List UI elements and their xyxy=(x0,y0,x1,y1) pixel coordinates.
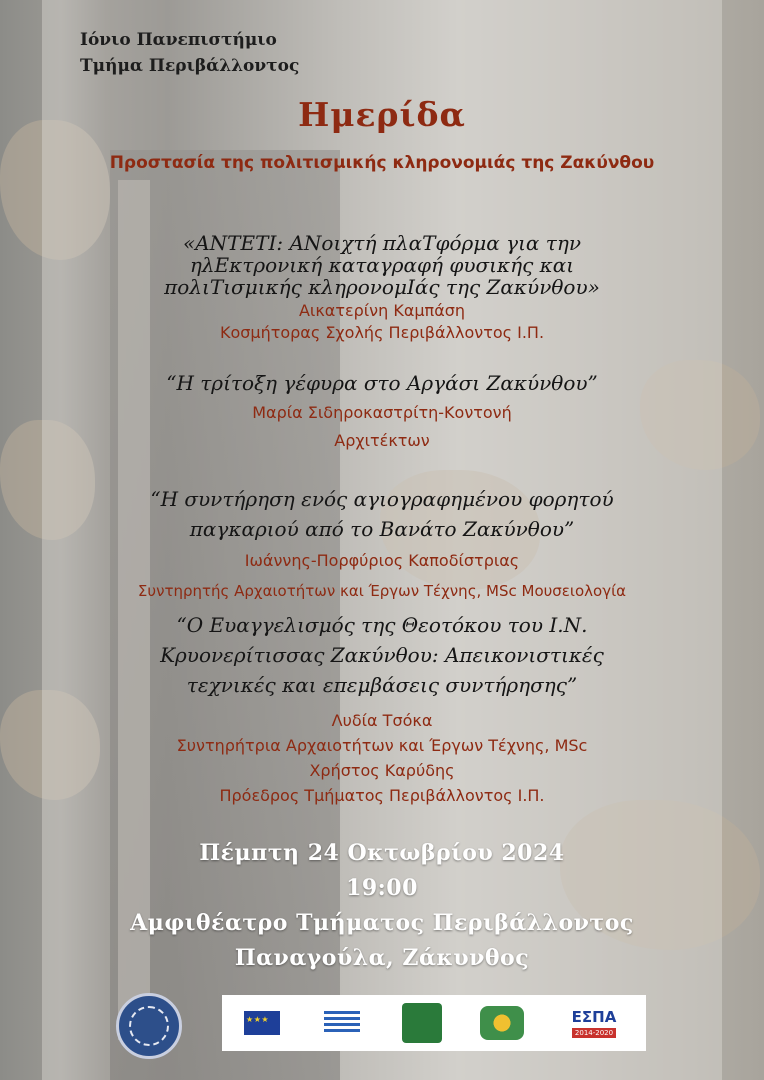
event-venue: Αμφιθέατρο Τμήματος Περιβάλλοντος xyxy=(130,910,634,936)
talk-4-title xyxy=(0,610,764,700)
greek-flag-icon xyxy=(314,1001,370,1045)
leader-graphic xyxy=(402,1003,442,1043)
leader-icon xyxy=(394,1001,450,1045)
talk-1-speaker xyxy=(0,300,764,344)
speaker-name: Ιωάννης-Πορφύριος Καποδίστριας xyxy=(244,551,520,570)
eu-flag-graphic xyxy=(244,1011,280,1035)
speaker-name: Λυδία Τσόκα xyxy=(331,711,433,730)
talk-title-line: ηλΕκτρονική καταγραφή φυσικής και xyxy=(189,253,575,277)
eu-flag-icon xyxy=(234,1001,290,1045)
talk-2-speaker xyxy=(0,402,764,452)
event-time: 19:00 xyxy=(346,875,418,901)
department-name: Τμήμα Περιβάλλοντος xyxy=(80,56,300,76)
talk-title-line: «ΑΝΤΕΤΙ: ΑΝοιχτή πλαΤφόρμα για την xyxy=(183,231,581,255)
rural-development-program-icon xyxy=(474,1001,530,1045)
program-graphic xyxy=(480,1006,524,1040)
greek-flag-graphic xyxy=(324,1011,360,1035)
institution-name: Ιόνιο Πανεπιστήμιο xyxy=(80,30,277,50)
speaker-name: Μαρία Σιδηροκαστρίτη-Κοντονή xyxy=(252,403,512,422)
talk-1-title xyxy=(0,232,764,298)
talk-4-speakers xyxy=(0,708,764,808)
seal-ring xyxy=(129,1006,169,1046)
talk-title-line: Κρυονερίτισσας Ζακύνθου: Απεικονιστικές xyxy=(160,643,604,667)
talk-title-line: “Η συντήρηση ενός αγιογραφημένου φορητού xyxy=(150,487,614,511)
speaker-name: Χρήστος Καρύδης xyxy=(309,761,455,780)
espa-name: ΕΣΠΑ xyxy=(571,1008,617,1026)
talk-title-line: “Ο Ευαγγελισμός της Θεοτόκου του Ι.Ν. xyxy=(176,613,588,637)
event-details xyxy=(0,836,764,976)
speaker-role: Πρόεδρος Τμήματος Περιβάλλοντος Ι.Π. xyxy=(219,786,545,805)
talk-title-line: πολιΤισμικής κληρονομΙάς της Ζακύνθου» xyxy=(164,275,600,299)
university-seal-icon xyxy=(116,993,182,1059)
sponsor-logo-strip xyxy=(222,995,646,1051)
talk-3-speaker xyxy=(0,546,764,606)
talk-title-line: τεχνικές και επεμβάσεις συντήρησης” xyxy=(186,673,578,697)
talk-3-title xyxy=(0,484,764,544)
event-location: Παναγούλα, Ζάκυνθος xyxy=(234,945,530,971)
talk-2-title xyxy=(0,372,764,394)
speaker-role: Αρχιτέκτων xyxy=(334,431,430,450)
event-title: Ημερίδα xyxy=(298,95,466,134)
speaker-role: Κοσμήτορας Σχολής Περιβάλλοντος Ι.Π. xyxy=(219,323,545,342)
speaker-name: Αικατερίνη Καμπάση xyxy=(298,301,466,320)
espa-icon xyxy=(554,1001,634,1045)
event-subtitle: Προστασία της πολιτισμικής κληρονομιάς της Ζακύνθου xyxy=(109,153,655,173)
event-date: Πέμπτη 24 Οκτωβρίου 2024 xyxy=(199,840,565,866)
talk-title-line: παγκαριού από το Βανάτο Ζακύνθου” xyxy=(189,517,575,541)
speaker-role: Συντηρητής Αρχαιοτήτων και Έργων Τέχνης, MSc Μουσειολογία xyxy=(137,582,627,600)
speaker-role: Συντηρήτρια Αρχαιοτήτων και Έργων Τέχνης, MSc xyxy=(176,736,588,755)
espa-years: 2014-2020 xyxy=(572,1028,616,1038)
talk-title-line: “Η τρίτοξη γέφυρα στο Αργάσι Ζακύνθου” xyxy=(166,371,598,395)
